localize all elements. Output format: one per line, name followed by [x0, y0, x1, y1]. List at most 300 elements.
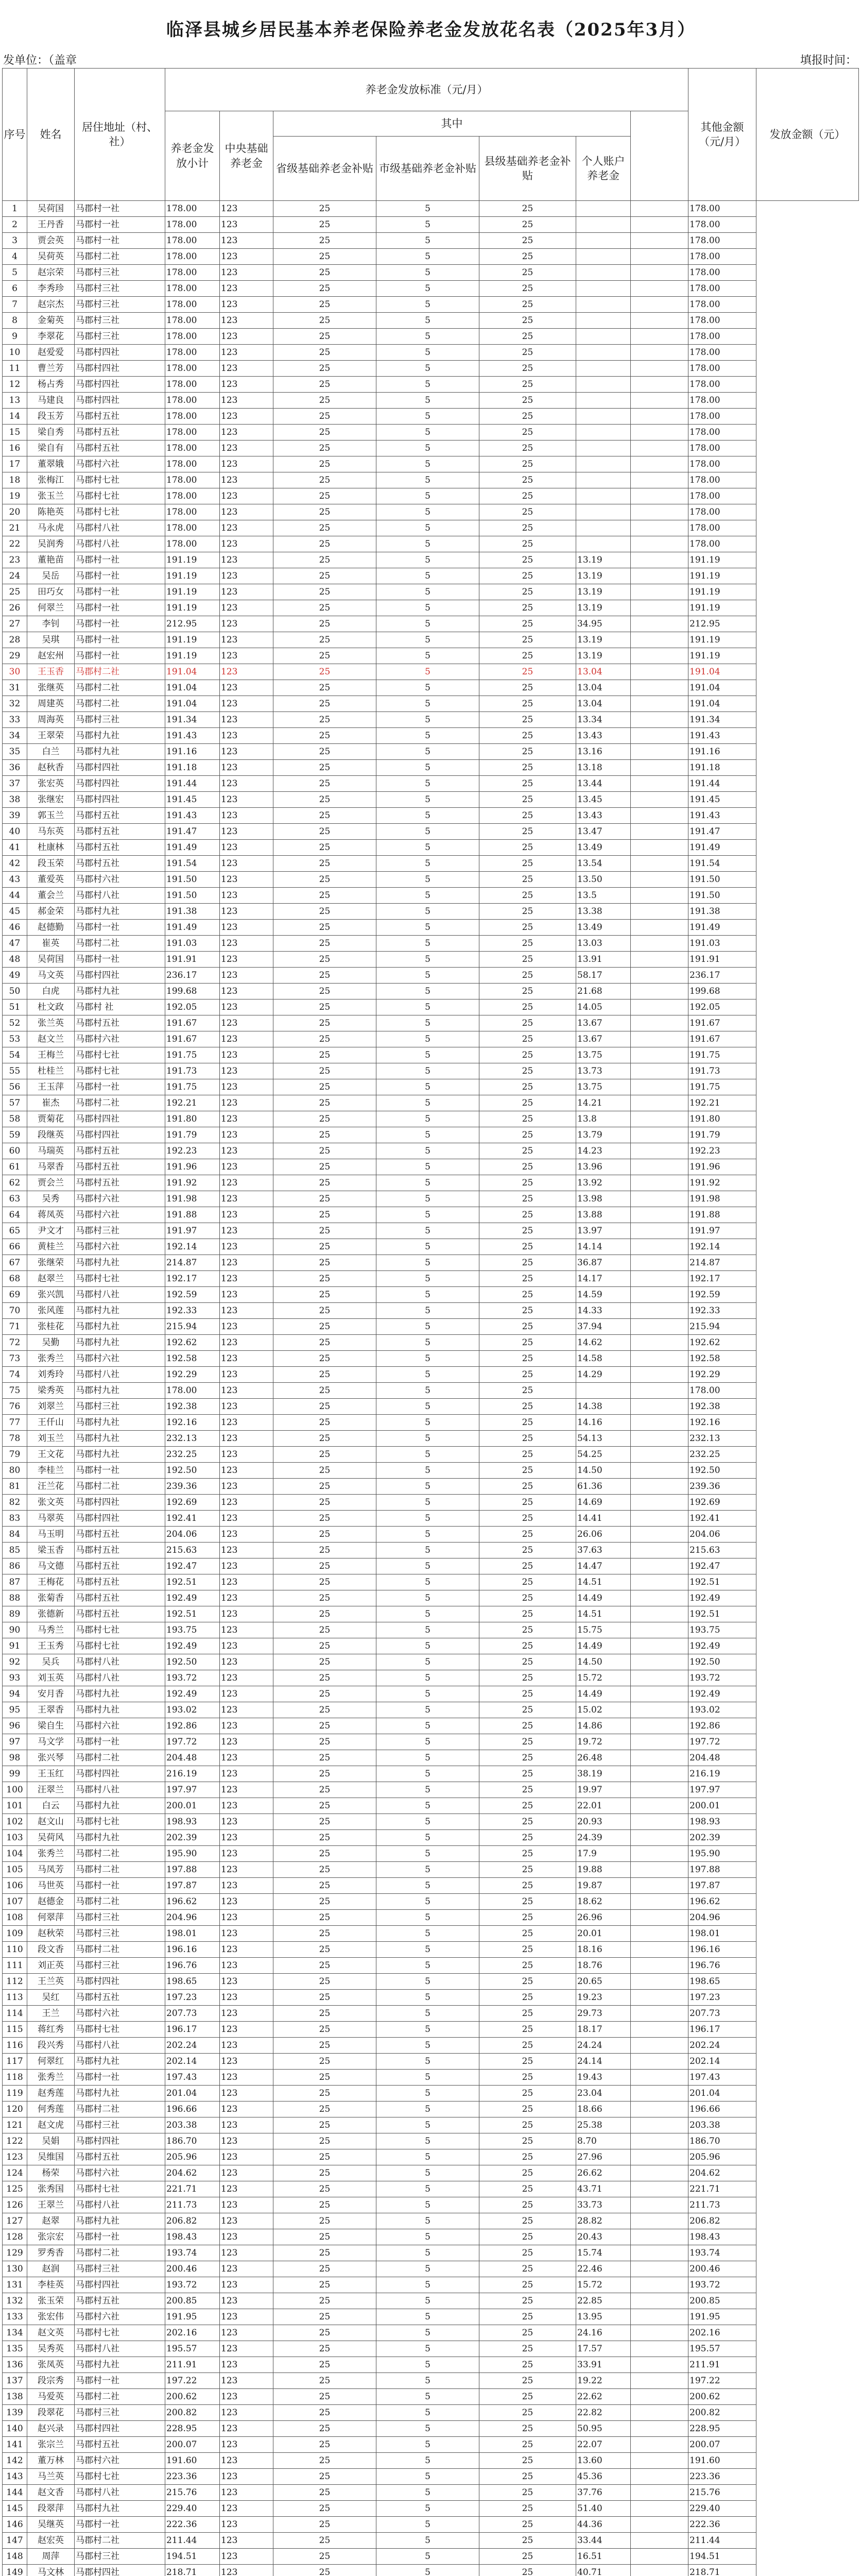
cell-province: 25 — [273, 968, 376, 984]
table-row — [3, 792, 859, 808]
cell-personal: 26.06 — [576, 1527, 631, 1543]
header-among: 其中 — [273, 111, 631, 137]
cell-subtotal: 197.97 — [165, 1782, 220, 1798]
cell-personal — [576, 313, 631, 329]
cell-no: 73 — [3, 1351, 27, 1367]
table-row — [3, 1175, 859, 1191]
cell-county: 25 — [479, 361, 576, 377]
cell-city: 5 — [376, 488, 479, 504]
cell-name: 张秀兰 — [27, 1846, 75, 1862]
cell-subtotal: 191.50 — [165, 872, 220, 888]
cell-name: 李桂兰 — [27, 1463, 75, 1479]
cell-county: 25 — [479, 2229, 576, 2245]
cell-name: 曹兰芳 — [27, 361, 75, 377]
table-row — [3, 840, 859, 856]
table-row — [3, 1750, 859, 1766]
cell-total: 192.33 — [688, 1303, 756, 1319]
cell-total: 191.75 — [688, 1079, 756, 1095]
cell-total: 178.00 — [688, 217, 756, 233]
cell-total: 197.72 — [688, 1734, 756, 1750]
table-row — [3, 393, 859, 409]
cell-subtotal: 232.25 — [165, 1447, 220, 1463]
cell-name: 郝金荣 — [27, 904, 75, 920]
cell-central: 123 — [220, 1319, 273, 1335]
cell-no: 127 — [3, 2213, 27, 2229]
cell-subtotal: 191.73 — [165, 1063, 220, 1079]
cell-subtotal: 207.73 — [165, 2006, 220, 2022]
table-row — [3, 888, 859, 904]
cell-name: 王仟山 — [27, 1415, 75, 1431]
cell-personal — [576, 217, 631, 233]
cell-city: 5 — [376, 2325, 479, 2341]
cell-personal: 44.36 — [576, 2517, 631, 2533]
cell-subtotal: 193.75 — [165, 1622, 220, 1638]
cell-province: 25 — [273, 1239, 376, 1255]
cell-personal: 13.19 — [576, 552, 631, 568]
cell-other — [631, 1191, 688, 1207]
cell-other — [631, 1686, 688, 1702]
cell-address: 马郡村三社 — [75, 329, 165, 345]
cell-city: 5 — [376, 472, 479, 488]
cell-address: 马郡村五社 — [75, 1175, 165, 1191]
cell-city: 5 — [376, 999, 479, 1015]
cell-other — [631, 1654, 688, 1670]
cell-city: 5 — [376, 1878, 479, 1894]
cell-central: 123 — [220, 1862, 273, 1878]
cell-province: 25 — [273, 1734, 376, 1750]
cell-name: 马文学 — [27, 1734, 75, 1750]
cell-other — [631, 1367, 688, 1383]
cell-name: 张继宏 — [27, 792, 75, 808]
cell-subtotal: 178.00 — [165, 520, 220, 536]
cell-central: 123 — [220, 1926, 273, 1942]
cell-address: 马郡村一社 — [75, 233, 165, 249]
cell-central: 123 — [220, 393, 273, 409]
cell-name: 吴维国 — [27, 2149, 75, 2165]
cell-personal: 18.62 — [576, 1894, 631, 1910]
cell-personal — [576, 440, 631, 456]
cell-no: 84 — [3, 1527, 27, 1543]
cell-personal: 13.19 — [576, 600, 631, 616]
cell-city: 5 — [376, 776, 479, 792]
cell-personal: 13.5 — [576, 888, 631, 904]
cell-province: 25 — [273, 520, 376, 536]
cell-province: 25 — [273, 2405, 376, 2421]
cell-total: 178.00 — [688, 361, 756, 377]
cell-other — [631, 936, 688, 952]
cell-province: 25 — [273, 265, 376, 281]
cell-subtotal: 192.49 — [165, 1590, 220, 1606]
cell-central: 123 — [220, 1878, 273, 1894]
cell-personal: 13.54 — [576, 856, 631, 872]
cell-personal: 14.23 — [576, 1143, 631, 1159]
cell-personal: 24.16 — [576, 2325, 631, 2341]
cell-address: 马郡村三社 — [75, 1399, 165, 1415]
cell-address: 马郡村三社 — [75, 265, 165, 281]
cell-county: 25 — [479, 792, 576, 808]
cell-other — [631, 999, 688, 1015]
cell-personal: 13.92 — [576, 1175, 631, 1191]
cell-other — [631, 1846, 688, 1862]
cell-no: 48 — [3, 952, 27, 968]
cell-city: 5 — [376, 1862, 479, 1878]
cell-personal: 14.17 — [576, 1271, 631, 1287]
cell-central: 123 — [220, 2022, 273, 2038]
cell-total: 222.36 — [688, 2517, 756, 2533]
cell-name: 贾会兰 — [27, 1175, 75, 1191]
cell-city: 5 — [376, 1654, 479, 1670]
cell-personal: 26.48 — [576, 1750, 631, 1766]
table-row — [3, 1063, 859, 1079]
cell-other — [631, 1527, 688, 1543]
cell-no: 36 — [3, 760, 27, 776]
cell-address: 马郡村九社 — [75, 1383, 165, 1399]
cell-no: 105 — [3, 1862, 27, 1878]
cell-name: 贾菊花 — [27, 1111, 75, 1127]
cell-subtotal: 178.00 — [165, 409, 220, 425]
cell-total: 232.13 — [688, 1431, 756, 1447]
cell-province: 25 — [273, 1223, 376, 1239]
cell-province: 25 — [273, 297, 376, 313]
cell-personal: 14.33 — [576, 1303, 631, 1319]
cell-other — [631, 1351, 688, 1367]
cell-personal — [576, 361, 631, 377]
cell-central: 123 — [220, 792, 273, 808]
cell-total: 191.19 — [688, 648, 756, 664]
cell-city: 5 — [376, 2070, 479, 2086]
cell-subtotal: 178.00 — [165, 329, 220, 345]
cell-address: 马郡村五社 — [75, 1143, 165, 1159]
table-row — [3, 249, 859, 265]
cell-name: 王玉香 — [27, 664, 75, 680]
cell-county: 25 — [479, 1974, 576, 1990]
cell-no: 76 — [3, 1399, 27, 1415]
cell-central: 123 — [220, 856, 273, 872]
cell-county: 25 — [479, 712, 576, 728]
cell-personal: 8.70 — [576, 2133, 631, 2149]
table-row — [3, 2501, 859, 2517]
cell-total: 195.57 — [688, 2341, 756, 2357]
cell-other — [631, 2389, 688, 2405]
cell-address: 马郡村七社 — [75, 1047, 165, 1063]
cell-province: 25 — [273, 920, 376, 936]
cell-total: 191.04 — [688, 680, 756, 696]
cell-subtotal: 202.16 — [165, 2325, 220, 2341]
cell-county: 25 — [479, 728, 576, 744]
table-row — [3, 1223, 859, 1239]
table-row — [3, 680, 859, 696]
cell-name: 杜康林 — [27, 840, 75, 856]
cell-city: 5 — [376, 1926, 479, 1942]
cell-province: 25 — [273, 1638, 376, 1654]
cell-subtotal: 191.95 — [165, 2309, 220, 2325]
cell-other — [631, 409, 688, 425]
table-row — [3, 2469, 859, 2485]
cell-other — [631, 680, 688, 696]
cell-no: 81 — [3, 1479, 27, 1495]
cell-personal — [576, 488, 631, 504]
table-row — [3, 2229, 859, 2245]
cell-subtotal: 178.00 — [165, 440, 220, 456]
table-row — [3, 1095, 859, 1111]
cell-name: 梁玉香 — [27, 1543, 75, 1558]
cell-name: 段文香 — [27, 1942, 75, 1958]
cell-no: 2 — [3, 217, 27, 233]
cell-address: 马郡村五社 — [75, 440, 165, 456]
cell-county: 25 — [479, 888, 576, 904]
cell-central: 123 — [220, 2006, 273, 2022]
cell-total: 192.29 — [688, 1367, 756, 1383]
cell-personal: 19.97 — [576, 1782, 631, 1798]
cell-other — [631, 2309, 688, 2325]
cell-county: 25 — [479, 2086, 576, 2102]
cell-address: 马郡村一社 — [75, 1079, 165, 1095]
cell-name: 赵德勤 — [27, 920, 75, 936]
cell-name: 赵文山 — [27, 1814, 75, 1830]
cell-province: 25 — [273, 1479, 376, 1495]
cell-no: 40 — [3, 824, 27, 840]
cell-city: 5 — [376, 1670, 479, 1686]
cell-no: 91 — [3, 1638, 27, 1654]
cell-address: 马郡村九社 — [75, 1431, 165, 1447]
cell-county: 25 — [479, 2022, 576, 2038]
cell-city: 5 — [376, 2517, 479, 2533]
cell-other — [631, 1495, 688, 1511]
cell-other — [631, 1287, 688, 1303]
cell-personal: 33.91 — [576, 2357, 631, 2373]
cell-no: 93 — [3, 1670, 27, 1686]
cell-province: 25 — [273, 2006, 376, 2022]
cell-name: 张继英 — [27, 680, 75, 696]
cell-name: 张宏英 — [27, 776, 75, 792]
cell-no: 34 — [3, 728, 27, 744]
cell-city: 5 — [376, 201, 479, 217]
cell-other — [631, 2517, 688, 2533]
cell-county: 25 — [479, 1143, 576, 1159]
cell-total: 192.23 — [688, 1143, 756, 1159]
cell-other — [631, 233, 688, 249]
cell-county: 25 — [479, 2325, 576, 2341]
cell-province: 25 — [273, 2038, 376, 2054]
cell-province: 25 — [273, 1990, 376, 2006]
cell-personal: 16.51 — [576, 2549, 631, 2565]
cell-city: 5 — [376, 1159, 479, 1175]
cell-province: 25 — [273, 984, 376, 999]
cell-no: 113 — [3, 1990, 27, 2006]
cell-central: 123 — [220, 2102, 273, 2117]
table-row — [3, 1367, 859, 1383]
cell-address: 马郡村二社 — [75, 2389, 165, 2405]
cell-central: 123 — [220, 1606, 273, 1622]
cell-name: 田巧女 — [27, 584, 75, 600]
table-row — [3, 2102, 859, 2117]
cell-province: 25 — [273, 1654, 376, 1670]
cell-subtotal: 192.50 — [165, 1654, 220, 1670]
cell-address: 马郡村一社 — [75, 1463, 165, 1479]
cell-city: 5 — [376, 824, 479, 840]
cell-address: 马郡村二社 — [75, 2102, 165, 2117]
cell-county: 25 — [479, 2501, 576, 2517]
cell-address: 马郡村三社 — [75, 1910, 165, 1926]
cell-total: 203.38 — [688, 2117, 756, 2133]
cell-subtotal: 178.00 — [165, 361, 220, 377]
cell-name: 赵润 — [27, 2261, 75, 2277]
cell-name: 刘正英 — [27, 1958, 75, 1974]
cell-personal: 13.18 — [576, 760, 631, 776]
cell-other — [631, 1910, 688, 1926]
cell-city: 5 — [376, 2086, 479, 2102]
cell-address: 马郡村三社 — [75, 2117, 165, 2133]
cell-address: 马郡村一社 — [75, 616, 165, 632]
cell-central: 123 — [220, 999, 273, 1015]
cell-province: 25 — [273, 680, 376, 696]
cell-other — [631, 1255, 688, 1271]
cell-other — [631, 1319, 688, 1335]
cell-name: 王翠香 — [27, 1702, 75, 1718]
cell-city: 5 — [376, 281, 479, 297]
cell-address: 马郡村一社 — [75, 648, 165, 664]
cell-total: 192.21 — [688, 1095, 756, 1111]
cell-name: 王兰英 — [27, 1974, 75, 1990]
cell-central: 123 — [220, 2373, 273, 2389]
cell-total: 191.54 — [688, 856, 756, 872]
cell-subtotal: 193.72 — [165, 1670, 220, 1686]
cell-county: 25 — [479, 1159, 576, 1175]
cell-city: 5 — [376, 1974, 479, 1990]
cell-subtotal: 228.95 — [165, 2421, 220, 2437]
cell-county: 25 — [479, 1670, 576, 1686]
cell-central: 123 — [220, 1191, 273, 1207]
cell-central: 123 — [220, 536, 273, 552]
cell-subtotal: 196.17 — [165, 2022, 220, 2038]
cell-subtotal: 200.46 — [165, 2261, 220, 2277]
cell-total: 191.38 — [688, 904, 756, 920]
pension-table — [2, 68, 859, 2576]
table-row — [3, 313, 859, 329]
cell-total: 215.63 — [688, 1543, 756, 1558]
cell-address: 马郡村八社 — [75, 1782, 165, 1798]
cell-personal: 19.23 — [576, 1990, 631, 2006]
cell-other — [631, 2485, 688, 2501]
cell-county: 25 — [479, 520, 576, 536]
cell-province: 25 — [273, 872, 376, 888]
cell-personal: 34.95 — [576, 616, 631, 632]
cell-city: 5 — [376, 1239, 479, 1255]
cell-city: 5 — [376, 1319, 479, 1335]
cell-total: 236.17 — [688, 968, 756, 984]
cell-central: 123 — [220, 1543, 273, 1558]
cell-city: 5 — [376, 536, 479, 552]
table-row — [3, 265, 859, 281]
cell-other — [631, 1015, 688, 1031]
cell-no: 101 — [3, 1798, 27, 1814]
cell-other — [631, 1782, 688, 1798]
cell-address: 马郡村九社 — [75, 1798, 165, 1814]
cell-central: 123 — [220, 568, 273, 584]
cell-name: 何秀莲 — [27, 2102, 75, 2117]
cell-total: 207.73 — [688, 2006, 756, 2022]
cell-total: 196.76 — [688, 1958, 756, 1974]
cell-address: 马郡村一社 — [75, 920, 165, 936]
cell-city: 5 — [376, 616, 479, 632]
cell-subtotal: 178.00 — [165, 393, 220, 409]
cell-other — [631, 440, 688, 456]
cell-personal: 13.47 — [576, 824, 631, 840]
cell-province: 25 — [273, 1830, 376, 1846]
cell-province: 25 — [273, 2325, 376, 2341]
header-total: 发放金额（元） — [756, 69, 859, 201]
cell-province: 25 — [273, 2501, 376, 2517]
cell-county: 25 — [479, 1606, 576, 1622]
cell-total: 191.16 — [688, 744, 756, 760]
cell-other — [631, 520, 688, 536]
cell-other — [631, 345, 688, 361]
cell-subtotal: 191.19 — [165, 584, 220, 600]
cell-other — [631, 1239, 688, 1255]
cell-address: 马郡村一社 — [75, 952, 165, 968]
table-row — [3, 281, 859, 297]
cell-other — [631, 1990, 688, 2006]
cell-address: 马郡村一社 — [75, 600, 165, 616]
cell-personal: 14.49 — [576, 1590, 631, 1606]
cell-subtotal: 191.67 — [165, 1031, 220, 1047]
header-subtotal: 养老金发放小计 — [165, 111, 220, 201]
cell-subtotal: 198.65 — [165, 1974, 220, 1990]
cell-central: 123 — [220, 1159, 273, 1175]
cell-subtotal: 191.79 — [165, 1127, 220, 1143]
cell-name: 吴荷英 — [27, 249, 75, 265]
cell-subtotal: 198.93 — [165, 1814, 220, 1830]
cell-subtotal: 196.16 — [165, 1942, 220, 1958]
cell-total: 191.96 — [688, 1159, 756, 1175]
cell-address: 马郡村五社 — [75, 425, 165, 440]
cell-city: 5 — [376, 840, 479, 856]
cell-province: 25 — [273, 1782, 376, 1798]
cell-city: 5 — [376, 265, 479, 281]
cell-other — [631, 2245, 688, 2261]
cell-no: 67 — [3, 1255, 27, 1271]
cell-subtotal: 191.60 — [165, 2453, 220, 2469]
cell-city: 5 — [376, 2054, 479, 2070]
cell-other — [631, 1479, 688, 1495]
cell-county: 25 — [479, 952, 576, 968]
table-row — [3, 1255, 859, 1271]
cell-province: 25 — [273, 2453, 376, 2469]
table-row — [3, 1127, 859, 1143]
cell-no: 30 — [3, 664, 27, 680]
cell-no: 52 — [3, 1015, 27, 1031]
table-row — [3, 696, 859, 712]
cell-other — [631, 2533, 688, 2549]
cell-county: 25 — [479, 2149, 576, 2165]
table-row — [3, 504, 859, 520]
cell-province: 25 — [273, 329, 376, 345]
cell-county: 25 — [479, 856, 576, 872]
table-row — [3, 1702, 859, 1718]
cell-no: 134 — [3, 2325, 27, 2341]
cell-personal: 13.19 — [576, 568, 631, 584]
cell-province: 25 — [273, 1335, 376, 1351]
cell-city: 5 — [376, 712, 479, 728]
cell-name: 赵翠兰 — [27, 1271, 75, 1287]
cell-subtotal: 192.51 — [165, 1606, 220, 1622]
cell-central: 123 — [220, 2565, 273, 2576]
cell-address: 马郡村一社 — [75, 568, 165, 584]
cell-central: 123 — [220, 984, 273, 999]
cell-other — [631, 2453, 688, 2469]
cell-city: 5 — [376, 2437, 479, 2453]
cell-no: 148 — [3, 2549, 27, 2565]
